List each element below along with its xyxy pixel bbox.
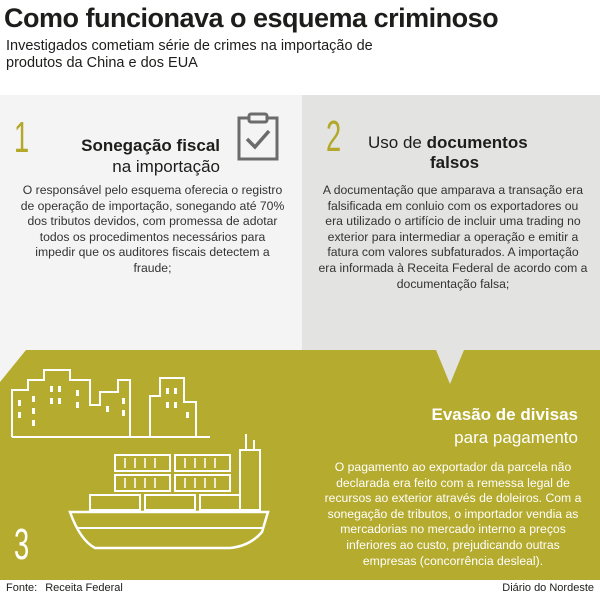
step-3-number: 3 bbox=[14, 520, 30, 569]
clipboard-check-icon bbox=[235, 112, 281, 162]
city-skyline bbox=[12, 370, 130, 437]
step-1-body: O responsável pelo esquema oferecia o registro de operação de importação, sonegando até 70% dos tributos devidos, com promessa de adotar todos os procedimentos necessários para impedir que os auditores fiscais detectem a fraude; bbox=[20, 183, 285, 275]
step-3-body: O pagamento ao exportador da parcela não declarada era feito com a remessa legal de recursos ao exterior através de doleiros. Com a sonegação de tributos, o importador vendia as mercadorias no mercado interno a preços inferiores ao custo, prejudicando outras empresas (concorrência desleal). bbox=[324, 460, 582, 568]
step-3-title-bold: Evasão de divisas bbox=[431, 405, 578, 424]
step-1-number: 1 bbox=[14, 113, 30, 162]
step-1-title-regular: na importação bbox=[112, 157, 220, 176]
step-3-title-regular: para pagamento bbox=[454, 428, 578, 447]
footer-source-value: Receita Federal bbox=[45, 582, 123, 594]
footer-source bbox=[6, 582, 123, 594]
step-1-title-bold: Sonegação fiscal bbox=[81, 136, 220, 155]
step-2-title-regular: Uso de bbox=[368, 133, 422, 152]
footer-credit: Diário do Nordeste bbox=[502, 582, 594, 594]
pointer-right bbox=[436, 350, 464, 384]
step-2-title-line-1 bbox=[368, 133, 598, 153]
footer-source-label: Fonte: bbox=[6, 582, 38, 594]
page-title: Como funcionava o esquema criminoso bbox=[4, 3, 499, 33]
step-2-body: A documentação que amparava a transação era falsificada em conluio com os exportadores ou era utilizado o artifício de incluir uma trading no exterior para intermediar a operação e emitir a fatura com valores subfaturados. A importação era informada à Receita Federal de acordo com a documentação falsa; bbox=[318, 183, 588, 291]
step-2-title-bold-2: falsos bbox=[430, 153, 480, 172]
step-2-title-bold-1: documentos bbox=[426, 133, 528, 152]
ship-hull bbox=[70, 512, 268, 548]
step-2-number: 2 bbox=[326, 112, 342, 161]
city-skyline-right bbox=[150, 378, 196, 437]
cargo-ship-icon bbox=[0, 350, 310, 580]
page-subtitle: Investigados cometiam série de crimes na importação de produtos da China e dos EUA bbox=[6, 38, 373, 71]
